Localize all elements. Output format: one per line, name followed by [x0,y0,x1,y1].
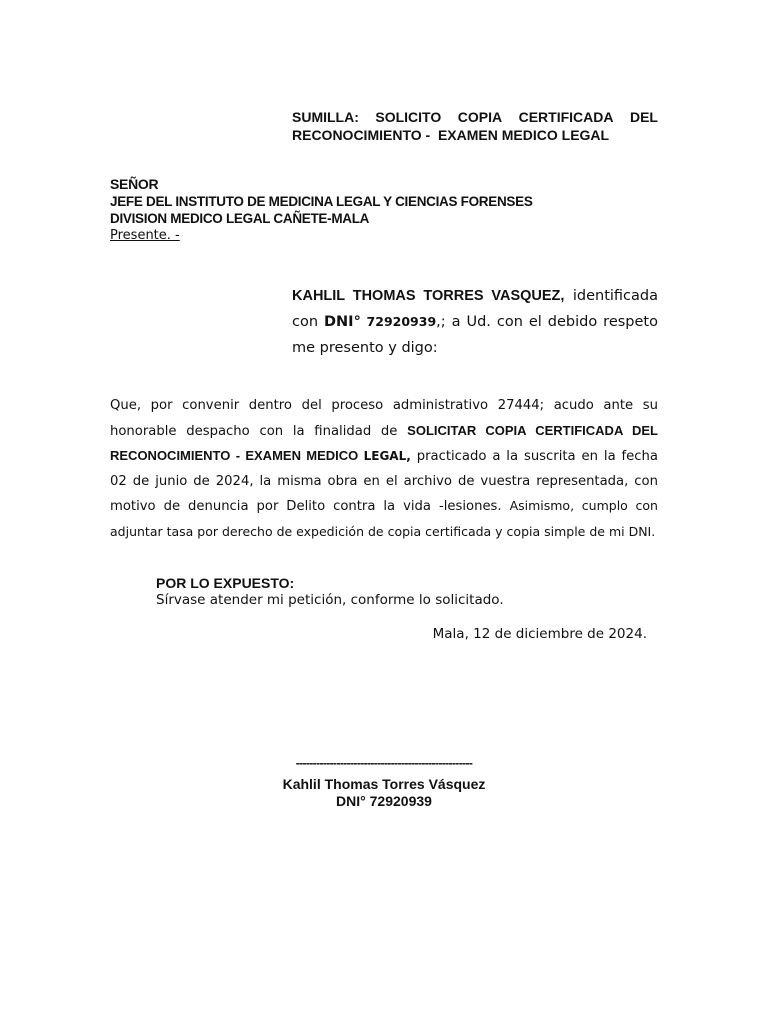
signer-name: Kahlil Thomas Torres Vásquez [282,776,486,792]
expuesto-heading: POR LO EXPUESTO: [156,575,295,591]
expuesto-block [156,575,656,609]
presente-text: Presente. - [110,228,180,243]
request-subject-end: LEGAL, [363,449,411,463]
signature-line: ---------------------------------------------------- [295,756,473,770]
sumilla-word: DEL [629,109,658,125]
signer-dni: DNI° 72920939 [336,793,432,809]
sumilla-word: COPIA [457,109,503,125]
petitioner-name: KAHLIL THOMAS TORRES VASQUEZ, [292,288,565,304]
sumilla-label: SUMILLA: [292,109,359,125]
sumilla-block [292,108,658,144]
intro-closing: ,; a Ud. con el debido respeto me presento y digo: [292,314,658,356]
intro-text: identificada con [292,288,659,330]
body-paragraph [110,394,658,545]
dni-label: DNI° [324,314,361,330]
addressee-line-1: JEFE DEL INSTITUTO DE MEDICINA LEGAL Y CIENCIAS FORENSES [110,194,533,209]
addressee-line-2: DIVISION MEDICO LEGAL CAÑETE-MALA [110,211,370,226]
expuesto-text: Sírvase atender mi petición, conforme lo solicitado. [156,592,504,608]
body-text-2: practicado a la suscrita en la fecha 02 de junio de 2024, la misma obra en el archivo de vuestra representada, con motivo de denuncia por Delito contra la vida -lesiones. [110,449,658,514]
signature-block [230,756,538,810]
dni-number: 72920939 [360,314,437,329]
addressee-block [110,176,670,244]
intro-paragraph [292,283,658,361]
sumilla-word: SOLICITO [375,109,442,125]
request-subject: SOLICITAR COPIA CERTIFICADA DEL RECONOCIMIENTO - EXAMEN MEDICO [110,422,658,463]
body-text-1: Que, por convenir dentro del proceso administrativo 27444; acudo ante su honorable despacho con la finalidad de [110,398,658,439]
salutation: SEÑOR [110,176,159,192]
sumilla-line-2: RECONOCIMIENTO - EXAMEN MEDICO LEGAL [292,127,610,143]
sumilla-word: CERTIFICADA [518,109,614,125]
date-line: Mala, 12 de diciembre de 2024. [432,626,647,642]
sumilla-line-1 [292,108,658,126]
body-text-3: Asimismo, cumplo con adjuntar tasa por derecho de expedición de copia certificada y copia simple de mi DNI. [110,498,658,539]
